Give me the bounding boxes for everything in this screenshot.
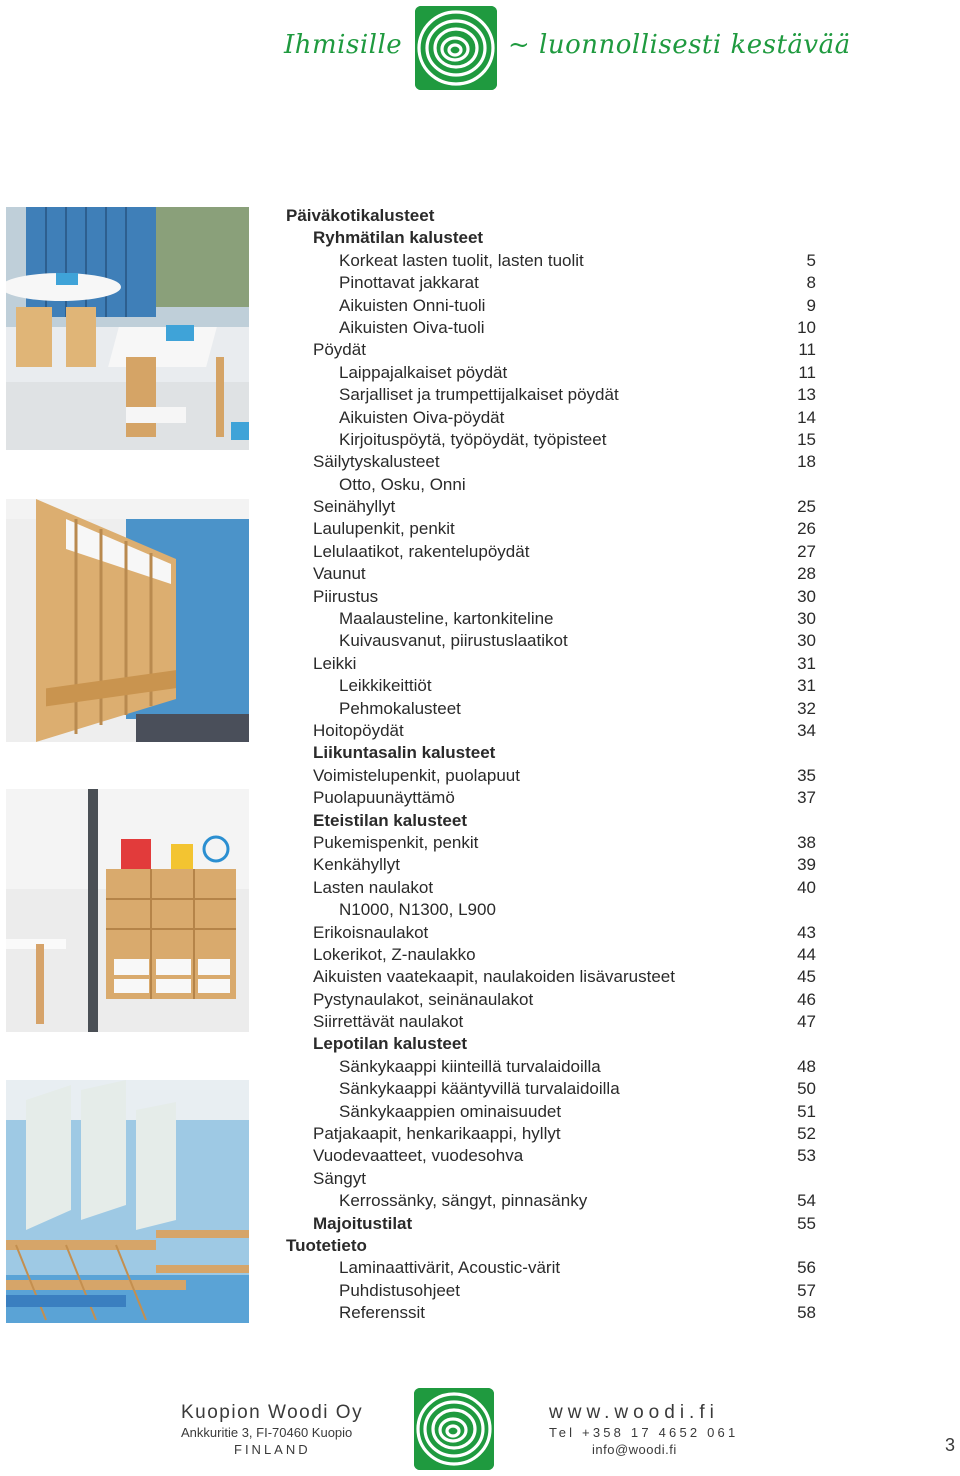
toc-entry-page: 43 [797,922,816,942]
toc-entry [286,1078,816,1100]
toc-entry-page: 13 [797,385,816,405]
toc-entry [286,384,816,406]
toc-entry-title: Tuotetieto [286,1235,367,1255]
toc-entry-page: 8 [806,273,816,293]
footer-country: FINLAND [234,1442,311,1457]
toc-entry-title: Otto, Osku, Onni [339,474,466,494]
toc-entry-title: Korkeat lasten tuolit, lasten tuolit [339,250,584,270]
toc-entry-title: Pehmokalusteet [339,698,461,718]
toc-entry [286,877,816,899]
toc-entry [286,1213,816,1235]
toc-entry [286,989,816,1011]
toc-entry-title: Päiväkotikalusteet [286,206,435,225]
toc-entry-title: Sarjalliset ja trumpettijalkaiset pöydät [339,385,619,405]
toc-entry-page: 58 [797,1303,816,1323]
toc-entry-page: 32 [797,698,816,718]
toc-entry [286,944,816,966]
toc-entry [286,1168,816,1190]
footer-phone: Tel +358 17 4652 061 [549,1425,739,1440]
toc-entry-page: 26 [797,519,816,539]
toc-entry [286,407,816,429]
toc-entry-title: Hoitopöydät [313,720,404,740]
toc-entry [286,1302,816,1324]
toc-entry [286,496,816,518]
toc-entry [286,854,816,876]
wall-coat-racks-photo [6,499,249,742]
toy-storage-shelf-photo [6,789,249,1032]
toc-entry-page: 46 [797,989,816,1009]
toc-entry-page: 30 [797,609,816,629]
toc-entry-title: Pöydät [313,340,366,360]
toc-entry-page: 34 [797,720,816,740]
woodi-rings-footer-logo-icon [414,1388,494,1470]
toc-entry-title: Kenkähyllyt [313,855,400,875]
toc-entry [286,899,816,921]
toc-entry [286,1056,816,1078]
toc-entry-page: 38 [797,832,816,852]
toc-entry [286,1145,816,1167]
toc-entry-title: Puolapuunäyttämö [313,788,455,808]
toc-entry-page: 10 [797,317,816,337]
toc-entry-title: Aikuisten Oiva-tuoli [339,317,485,337]
toc-entry [286,317,816,339]
toc-entry [286,922,816,944]
toc-entry-page: 55 [797,1213,816,1233]
toc-entry-page: 48 [797,1056,816,1076]
toc-entry-title: Aikuisten Onni-tuoli [339,295,486,315]
toc-entry-title: Sängyt [313,1168,366,1188]
toc-entry-page: 11 [798,362,816,382]
toc-entry-page: 53 [797,1146,816,1166]
toc-entry [286,1101,816,1123]
toc-entry-title: Patjakaapit, henkarikaappi, hyllyt [313,1124,561,1144]
toc-entry [286,1123,816,1145]
toc-entry-page: 47 [797,1012,816,1032]
toc-entry-title: Aikuisten Oiva-pöydät [339,407,505,427]
toc-entry-title: Laulupenkit, penkit [313,519,455,539]
toc-entry [286,227,816,249]
toc-entry [286,1011,816,1033]
toc-entry-title: Lelulaatikot, rakentelupöydät [313,541,530,561]
toc-entry [286,1280,816,1302]
toc-entry-title: Referenssit [339,1303,425,1323]
toc-entry [286,586,816,608]
toc-entry-page: 15 [797,429,816,449]
footer-company: Kuopion Woodi Oy [181,1402,364,1423]
toc-entry-title: Liikuntasalin kalusteet [313,743,496,763]
toc-entry-title: Kerrossänky, sängyt, pinnasänky [339,1191,588,1211]
toc-entry [286,742,816,764]
toc-entry-title: Pystynaulakot, seinänaulakot [313,989,534,1009]
toc-entry-page: 30 [797,631,816,651]
toc-entry [286,563,816,585]
toc-entry [286,362,816,384]
toc-entry-page: 18 [797,452,816,472]
toc-entry-page: 30 [797,586,816,606]
toc-entry [286,339,816,361]
toc-entry [286,720,816,742]
toc-entry-page: 39 [797,855,816,875]
toc-entry-title: Lokerikot, Z-naulakko [313,944,476,964]
toc-entry-title: Seinähyllyt [313,497,396,517]
toc-entry [286,787,816,809]
toc-entry [286,451,816,473]
toc-entry-title: Sänkykaappi kiinteillä turvalaidoilla [339,1056,601,1076]
toc-entry [286,765,816,787]
toc-entry-page: 5 [806,250,816,270]
toc-entry [286,608,816,630]
footer-email-link[interactable]: info@woodi.fi [592,1442,677,1457]
toc-entry [286,810,816,832]
toc-entry-page: 31 [797,676,816,696]
toc-entry-page: 51 [797,1101,816,1121]
toc-entry-title: Kirjoituspöytä, työpöydät, työpisteet [339,429,607,449]
toc-entry-page: 27 [797,541,816,561]
page-number: 3 [945,1435,956,1455]
toc-entry-page: 45 [797,967,816,987]
toc-entry-page: 52 [797,1124,816,1144]
toc-entry-title: Leikkikeittiöt [339,676,432,696]
toc-entry-title: Kuivausvanut, piirustuslaatikot [339,631,568,651]
header-tagline-right: ~ luonnollisesti kestävää [508,30,851,60]
toc-entry-page: 35 [797,765,816,785]
toc-entry [286,966,816,988]
toc-entry-title: Lasten naulakot [313,877,434,897]
toc-entry-page: 40 [797,877,816,897]
toc-entry [286,205,816,227]
toc-entry [286,1033,816,1055]
toc-entry-page: 11 [798,340,816,360]
toc-entry-title: Puhdistusohjeet [339,1280,460,1300]
toc-entry-title: Leikki [313,653,357,673]
toc-entry-title: Sänkykaappien ominaisuudet [339,1101,562,1121]
toc-entry-title: Piirustus [313,586,379,606]
toc-entry [286,429,816,451]
toc-entry-page: 14 [797,407,816,427]
toc-entry [286,272,816,294]
footer-website-link[interactable]: www.woodi.fi [549,1402,719,1423]
footer-address: Ankkuritie 3, FI-70460 Kuopio [181,1425,353,1440]
toc-entry [286,474,816,496]
toc-entry-page: 54 [797,1191,816,1211]
toc-entry-title: Siirrettävät naulakot [313,1012,464,1032]
toc-entry [286,541,816,563]
toc-entry-title: Voimistelupenkit, puolapuut [313,765,520,785]
toc-entry-page: 37 [797,788,816,808]
toc-entry [286,518,816,540]
toc-entry-page: 50 [797,1079,816,1099]
toc-entry [286,295,816,317]
toc-entry [286,1235,816,1257]
toc-entry [286,832,816,854]
toc-entry-title: Laminaattivärit, Acoustic-värit [339,1258,561,1278]
classroom-tables-photo [6,207,249,450]
bed-cabinets-photo [6,1080,249,1323]
header-tagline-left: Ihmisille [284,30,403,60]
toc-entry-page: 56 [797,1258,816,1278]
toc-entry-title: Vuodevaatteet, vuodesohva [313,1146,524,1166]
toc-entry-page: 31 [797,653,816,673]
toc-entry-page: 57 [797,1280,816,1300]
toc-entry-title: Laippajalkaiset pöydät [339,362,508,382]
toc-entry-title: N1000, N1300, L900 [339,900,496,920]
toc-entry-page: 28 [797,564,816,584]
toc-entry-title: Maalausteline, kartonkiteline [339,609,554,629]
toc-entry [286,1190,816,1212]
toc-entry-title: Ryhmätilan kalusteet [313,228,484,248]
toc-entry-title: Sänkykaappi kääntyvillä turvalaidoilla [339,1079,620,1099]
toc-entry [286,1257,816,1279]
toc-entry-title: Pukemispenkit, penkit [313,832,479,852]
toc-entry [286,630,816,652]
toc-entry [286,653,816,675]
toc-entry-title: Erikoisnaulakot [313,922,429,942]
toc-entry-title: Majoitustilat [313,1213,413,1233]
toc-entry-title: Säilytyskalusteet [313,452,440,472]
toc-entry-title: Lepotilan kalusteet [313,1034,467,1054]
toc-entry-page: 44 [797,944,816,964]
toc-entry-title: Vaunut [313,564,366,584]
toc-entry [286,698,816,720]
table-of-contents [286,205,816,1325]
toc-entry [286,675,816,697]
toc-entry-title: Eteistilan kalusteet [313,810,468,830]
toc-entry-title: Aikuisten vaatekaapit, naulakoiden lisävarusteet [313,967,675,987]
woodi-rings-logo-icon [415,6,497,90]
toc-entry [286,250,816,272]
toc-entry-page: 25 [797,497,816,517]
toc-entry-page: 9 [806,295,816,315]
toc-entry-title: Pinottavat jakkarat [339,273,479,293]
